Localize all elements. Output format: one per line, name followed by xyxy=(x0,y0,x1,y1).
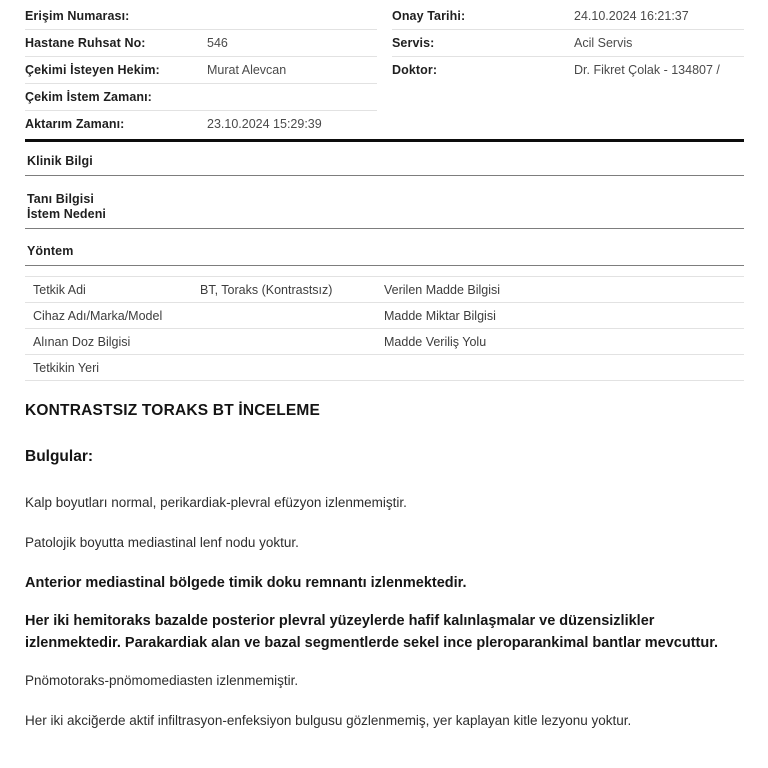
cell-label: Madde Veriliş Yolu xyxy=(384,334,487,349)
section-tani-bilgisi xyxy=(25,176,744,229)
section-title: Tanı Bilgisi xyxy=(27,192,94,206)
cell-value: BT, Toraks (Kontrastsız) xyxy=(200,282,333,297)
section-title: Yöntem xyxy=(27,244,74,258)
finding-paragraph-emphasized: Her iki hemitoraks bazalde posterior plevral yüzeylerde hafif kalınlaşmalar ve düzensizlikler izlenmektedir. Parakardiak alan ve bazal segmentlerde sekel ince pleroparankimal bantlar mevcuttur. xyxy=(25,613,719,651)
meta-column-right xyxy=(392,3,744,137)
field-label: Servis: xyxy=(392,36,435,50)
cell-label: Tetkik Adi xyxy=(33,282,86,297)
field-label: Onay Tarihi: xyxy=(392,9,466,23)
findings-heading: Bulgular: xyxy=(25,448,94,465)
table-row xyxy=(25,277,744,303)
cell-label: Alınan Doz Bilgisi xyxy=(33,334,131,349)
field-value: Murat Alevcan xyxy=(207,63,287,77)
field-value: Dr. Fikret Çolak - 134807 / xyxy=(574,63,720,77)
field-erisim-numarasi xyxy=(25,3,377,30)
report-body xyxy=(25,381,744,732)
finding-paragraph: Pnömotoraks-pnömomediasten izlenmemiştir. xyxy=(25,673,299,688)
field-servis xyxy=(392,30,744,57)
field-hastane-ruhsat-no xyxy=(25,30,377,57)
section-yontem xyxy=(25,229,744,266)
field-aktarim-zamani xyxy=(25,111,377,137)
field-cekim-istem-zamani xyxy=(25,84,377,111)
report-title: KONTRASTSIZ TORAKS BT İNCELEME xyxy=(25,402,321,419)
section-title: Klinik Bilgi xyxy=(27,154,93,168)
exam-detail-table xyxy=(25,276,744,381)
finding-paragraph: Her iki akciğerde aktif infiltrasyon-enfeksiyon bulgusu gözlenmemiş, yer kaplayan kitle lezyonu yoktur. xyxy=(25,713,632,728)
table-row xyxy=(25,329,744,355)
finding-paragraph-emphasized: Anterior mediastinal bölgede timik doku remnantı izlenmektedir. xyxy=(25,575,467,591)
field-value: 546 xyxy=(207,36,228,50)
table-row xyxy=(25,303,744,329)
field-label: Çekim İstem Zamanı: xyxy=(25,90,152,104)
table-row xyxy=(25,355,744,381)
cell-label: Cihaz Adı/Marka/Model xyxy=(33,308,163,323)
cell-label: Madde Miktar Bilgisi xyxy=(384,308,496,323)
field-label: Çekimi İsteyen Hekim: xyxy=(25,63,160,77)
section-klinik-bilgi xyxy=(25,142,744,176)
patient-meta-header xyxy=(25,3,744,137)
cell-label: Verilen Madde Bilgisi xyxy=(384,282,501,297)
field-label: Erişim Numarası: xyxy=(25,9,130,23)
cell-label: Tetkikin Yeri xyxy=(33,360,100,375)
field-value: 23.10.2024 15:29:39 xyxy=(207,117,322,131)
field-value: Acil Servis xyxy=(574,36,633,50)
finding-paragraph: Kalp boyutları normal, perikardiak-plevral efüzyon izlenmemiştir. xyxy=(25,495,407,510)
field-value: 24.10.2024 16:21:37 xyxy=(574,9,689,23)
field-doktor xyxy=(392,57,744,83)
section-title: İstem Nedeni xyxy=(27,207,107,221)
finding-paragraph: Patolojik boyutta mediastinal lenf nodu yoktur. xyxy=(25,535,299,550)
field-label: Aktarım Zamanı: xyxy=(25,117,125,131)
field-label: Hastane Ruhsat No: xyxy=(25,36,146,50)
field-cekimi-isteyen-hekim xyxy=(25,57,377,84)
meta-column-left xyxy=(25,3,377,137)
field-label: Doktor: xyxy=(392,63,438,77)
field-onay-tarihi xyxy=(392,3,744,30)
